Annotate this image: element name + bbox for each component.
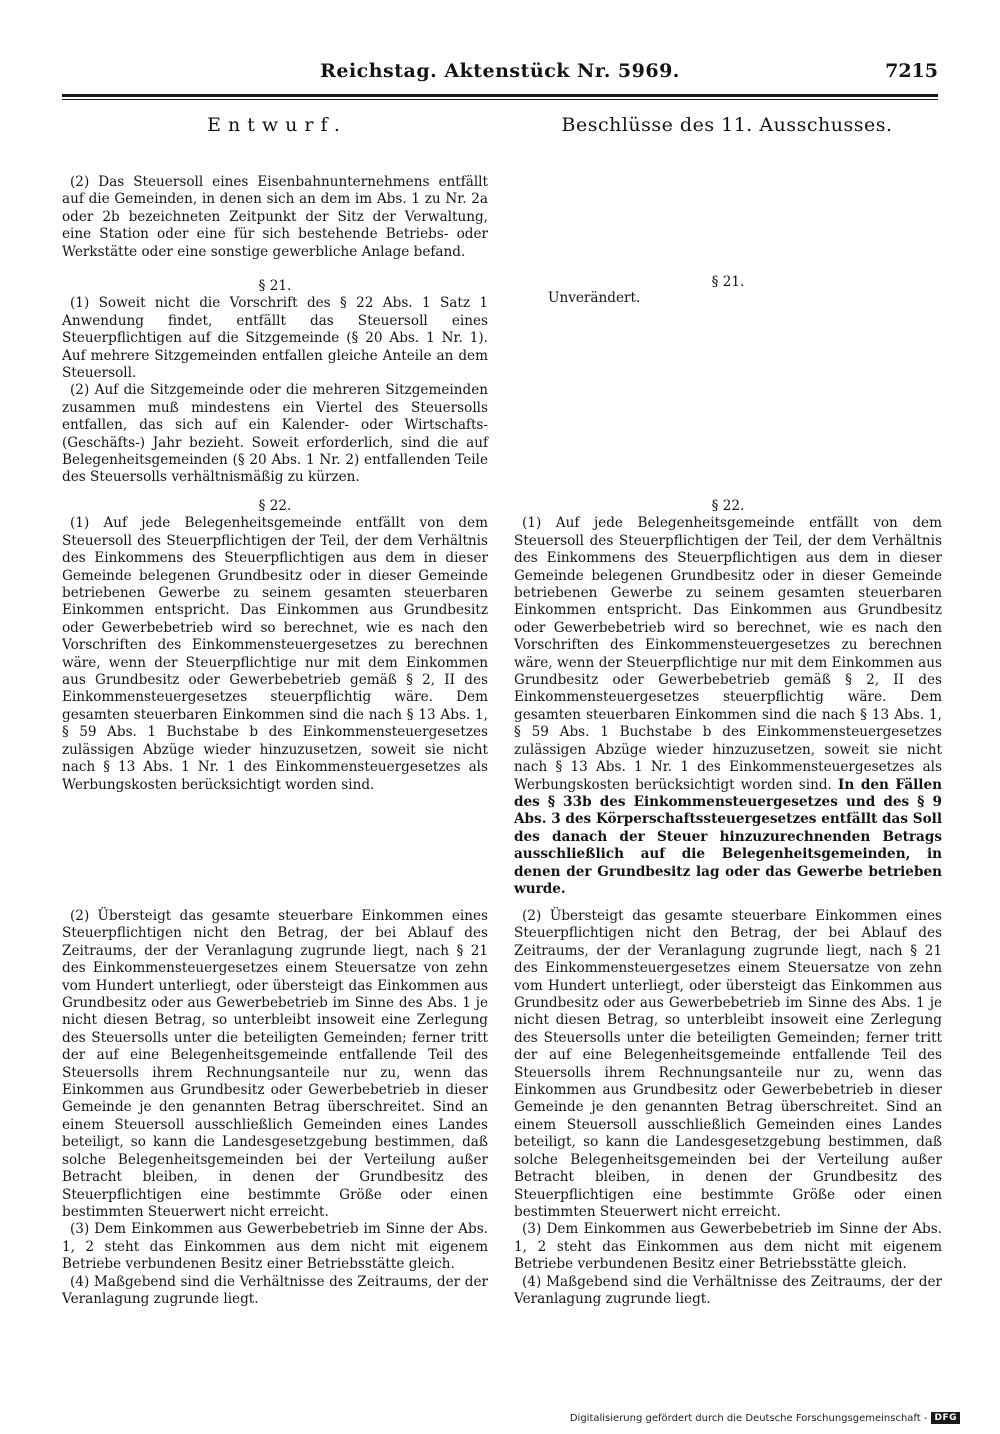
right-section-22-paragraph-1 <box>514 515 942 898</box>
digitization-footer <box>570 1412 960 1424</box>
left-section-22-heading: § 22. <box>258 498 292 514</box>
right-section-22-paragraph-2: (2) Übersteigt das gesamte steuerbare Einkommen eines Steuerpflichtigen nicht den Betrag, der bei Ablauf des Zeitraums, der der Veranlagung zugrunde liegt, nach § 21 des Einkommensteuergesetzes einem Steuersatze von zehn vom Hundert unterliegt, oder übersteigt das Einkommen aus Grundbesitz oder aus Gewerbebetrieb im Sinne des Abs. 1 je nicht diesen Betrag, so unterbleibt insoweit eine Zerlegung des Steuersolls unter die beteiligten Gemeinden; ferner tritt der auf eine Belegenheitsgemeinde entfallende Teil des Steuersolls ihrem Rechnungsanteile nur zu, wenn das Einkommen aus Grundbesitz oder Gewerbebetrieb in dieser Gemeinde je den genannten Betrag überschreitet. Sind an einem Steuersoll ausschließlich Gemeinden eines Landes beteiligt, so kann die Landesgesetzgebung bestimmen, daß solche Belegenheitsgemeinden bei der Verteilung außer Betracht bleiben, in denen der Grundbesitz des Steuerpflichtigen eine bestimmte Größe oder einen bestimmten Steuerwert nicht erreicht. <box>514 908 942 1220</box>
right-section-21 <box>514 274 942 291</box>
left-paragraph-intro: (2) Das Steuersoll eines Eisenbahnunternehmens entfällt auf die Gemeinden, in denen sich an dem im Abs. 1 zu Nr. 2a oder 2b bezeichneten Zeitpunkt der Sitz der Verwaltung, eine Station oder eine für sich bestehende Betriebs- oder Werkstätte oder eine sonstige gewerbliche Anlage befand. <box>62 174 488 260</box>
right-section-21-heading: § 21. <box>711 274 745 290</box>
left-column-title: Entwurf. <box>207 114 347 136</box>
right-column-title: Beschlüsse des 11. Ausschusses. <box>561 114 893 136</box>
header-rule <box>62 94 938 97</box>
page-header <box>62 60 938 96</box>
left-section-22-paragraph-3: (3) Dem Einkommen aus Gewerbebetrieb im Sinne der Abs. 1, 2 steht das Einkommen aus dem nicht mit eigenem Betriebe verbundenen Besitz einer Betriebsstätte gleich. <box>62 1221 488 1273</box>
right-section-22-amendment-bold: In den Fällen des § 33b des Einkommensteuergesetzes und des § 9 Abs. 3 des Körperschaftssteuergesetzes entfällt das Soll des danach der Steuer hinzuzurechnenden Betrags ausschließlich auf die Belegenheitsgemeinden, in denen der Grundbesitz lag oder das Gewerbe betrieben wurde. <box>514 776 942 897</box>
left-section-21 <box>62 278 488 487</box>
page-number: 7215 <box>885 60 938 82</box>
right-section-22-part-1 <box>514 498 942 898</box>
left-section-22-part-2 <box>62 908 488 1308</box>
header-rule-thin <box>62 99 938 100</box>
left-section-21-heading: § 21. <box>258 278 292 294</box>
left-intro-paragraph <box>62 174 488 261</box>
left-section-21-paragraph-1: (1) Soweit nicht die Vorschrift des § 22 Abs. 1 Satz 1 Anwendung findet, entfällt das Steuersoll eines Steuerpflichtigen auf die Sitzgemeinde (§ 20 Abs. 1 Nr. 1). Auf mehrere Sitzgemeinden entfallen gleiche Anteile an dem Steuersoll. <box>62 295 488 382</box>
right-section-22-part-2 <box>514 908 942 1308</box>
right-section-22-paragraph-1-text: (1) Auf jede Belegenheitsgemeinde entfällt von dem Steuersoll des Steuerpflichtigen der Teil, der dem Verhältnis des Einkommens des Steuerpflichtigen aus dem in dieser Gemeinde belegenen Grundbesitz oder in dieser Gemeinde betriebenen Gewerbe zu seinem gesamten steuerbaren Einkommen entspricht. Das Einkommen aus Grundbesitz oder Gewerbebetrieb wird so berechnet, wie es nach den Vorschriften des Einkommensteuergesetzes zu berechnen wäre, wenn der Steuerpflichtige nur mit dem Einkommen aus Grundbesitz oder Gewerbebetrieb gemäß § 2, II des Einkommensteuergesetzes steuerpflichtig wäre. Dem gesamten steuerbaren Einkommen sind die nach § 13 Abs. 1, § 59 Abs. 1 Buchstabe b des Einkommensteuergesetzes zulässigen Abzüge wieder hinzuzusetzen, soweit sie nicht nach § 13 Abs. 1 Nr. 1 des Einkommensteuergesetzes als Werbungskosten berücksichtigt worden sind. <box>514 515 942 793</box>
right-section-22-paragraph-4: (4) Maßgebend sind die Verhältnisse des Zeitraums, der der Veranlagung zugrunde liegt. <box>514 1273 942 1307</box>
left-section-22-paragraph-2: (2) Übersteigt das gesamte steuerbare Einkommen eines Steuerpflichtigen nicht den Betrag, der bei Ablauf des Zeitraums, der der Veranlagung zugrunde liegt, nach § 21 des Einkommensteuergesetzes einem Steuersatze von zehn vom Hundert unterliegt, oder übersteigt das Einkommen aus Grundbesitz oder aus Gewerbebetrieb im Sinne des Abs. 1 je nicht diesen Betrag, so unterbleibt insoweit eine Zerlegung des Steuersolls unter die beteiligten Gemeinden; ferner tritt der auf eine Belegenheitsgemeinde entfallende Teil des Steuersolls ihrem Rechnungsanteile nur zu, wenn das Einkommen aus Grundbesitz oder Gewerbebetrieb in dieser Gemeinde je den genannten Betrag überschreitet. Sind an einem Steuersoll ausschließlich Gemeinden eines Landes beteiligt, so kann die Landesgesetzgebung bestimmen, daß solche Belegenheitsgemeinden bei der Verteilung außer Betracht bleiben, in denen der Grundbesitz des Steuerpflichtigen eine bestimmte Größe oder einen bestimmten Steuerwert nicht erreicht. <box>62 908 488 1220</box>
left-section-22-paragraph-1: (1) Auf jede Belegenheitsgemeinde entfällt von dem Steuersoll des Steuerpflichtigen der Teil, der dem Verhältnis des Einkommens des Steuerpflichtigen aus dem in dieser Gemeinde belegenen Grundbesitz oder in dieser Gemeinde betriebenen Gewerbe zu seinem gesamten steuerbaren Einkommen entspricht. Das Einkommen aus Grundbesitz oder Gewerbebetrieb wird so berechnet, wie es nach den Vorschriften des Einkommensteuergesetzes zu berechnen wäre, wenn der Steuerpflichtige nur mit dem Einkommen aus Grundbesitz oder Gewerbebetrieb gemäß § 2, II des Einkommensteuergesetzes steuerpflichtig wäre. Dem gesamten steuerbaren Einkommen sind die nach § 13 Abs. 1, § 59 Abs. 1 Buchstabe b des Einkommensteuergesetzes zulässigen Abzüge wieder hinzuzusetzen, soweit sie nicht nach § 13 Abs. 1 Nr. 1 des Einkommensteuergesetzes als Werbungskosten berücksichtigt worden sind. <box>62 515 488 793</box>
right-section-21-unchanged: Unverändert. <box>548 290 641 306</box>
footer-text: Digitalisierung gefördert durch die Deutsche Forschungsgemeinschaft - <box>569 1412 928 1424</box>
left-section-22-part-1 <box>62 498 488 794</box>
dfg-logo-icon: DFG <box>931 1412 960 1424</box>
right-section-22-heading: § 22. <box>711 498 745 514</box>
left-section-22-paragraph-4: (4) Maßgebend sind die Verhältnisse des Zeitraums, der der Veranlagung zugrunde liegt. <box>62 1273 488 1307</box>
running-title: Reichstag. Aktenstück Nr. 5969. <box>320 60 680 82</box>
left-section-21-paragraph-2: (2) Auf die Sitzgemeinde oder die mehreren Sitzgemeinden zusammen muß mindestens ein Viertel des Steuersolls entfallen, das sich auf ein Kalender- oder Wirtschafts- (Geschäfts-) Jahr bezieht. Soweit erforderlich, sind die auf Belegenheitsgemeinden (§ 20 Abs. 1 Nr. 2) entfallenden Teile des Steuersolls verhältnismäßig zu kürzen. <box>62 382 488 486</box>
right-section-22-paragraph-3: (3) Dem Einkommen aus Gewerbebetrieb im Sinne der Abs. 1, 2 steht das Einkommen aus dem nicht mit eigenem Betriebe verbundenen Besitz einer Betriebsstätte gleich. <box>514 1221 942 1273</box>
